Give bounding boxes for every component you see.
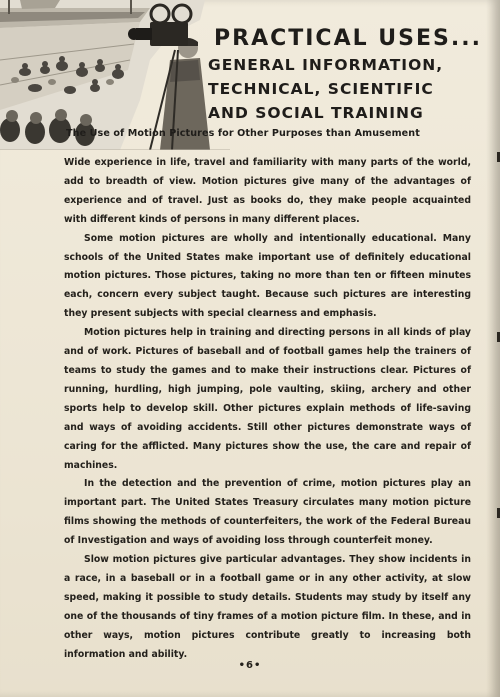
- page-subtitle-line: AND SOCIAL TRAINING: [208, 104, 424, 122]
- page-title-block: [208, 26, 493, 124]
- body-text: [64, 154, 471, 664]
- page-title: PRACTICAL USES...: [214, 26, 482, 51]
- page-subtitle-line: TECHNICAL, SCIENTIFIC: [208, 80, 434, 98]
- paragraph: In the detection and the prevention of crime, motion pictures play an important part. The United States Treasury circulates many motion picture films showing the methods of counterfeiters, the work of the Federal Bureau of Investigation and ways of avoiding loss through counterfeit money.: [64, 478, 471, 547]
- page-subtitle-line: GENERAL INFORMATION,: [208, 56, 444, 74]
- paragraph: Motion pictures help in training and directing persons in all kinds of play and of work. Pictures of baseball and of football games help the trainers of teams to study the games and to make their instructions clear. Pictures of running, hurdling, high jumping, pole vaulting, skiing, archery and other sports help to develop skill. Other pictures explain methods of life-saving and ways of avoiding accidents. Still other pictures demonstrate ways of caring for the afflicted. Many pictures show the use, the care and repair of machines.: [64, 327, 471, 471]
- section-heading: The Use of Motion Pictures for Other Purposes than Amusement: [66, 128, 420, 139]
- paragraph: Slow motion pictures give particular advantages. They show incidents in a race, in a baseball or in a football game or in any other activity, at slow speed, making it possible to study details. Students may study by itself any one of the thousands of tiny frames of a motion picture film. In these, and in other ways, motion pictures contribute greatly to increasing both information and ability.: [64, 554, 471, 660]
- paragraph: Some motion pictures are wholly and intentionally educational. Many schools of the United States make important use of definitely educational motion pictures. Those pictures, taking no more than ten or fifteen minutes each, concern every subject taught. Because such pictures are interesting they present subjects with special clearness and emphasis.: [64, 232, 471, 320]
- page-number: •6•: [238, 660, 262, 671]
- paragraph: Wide experience in life, travel and familiarity with many parts of the world, add to breadth of view. Motion pictures give many of the advantages of experience and of travel. Just as books do, they make people acquainted with different kinds of persons in many different places.: [64, 157, 471, 225]
